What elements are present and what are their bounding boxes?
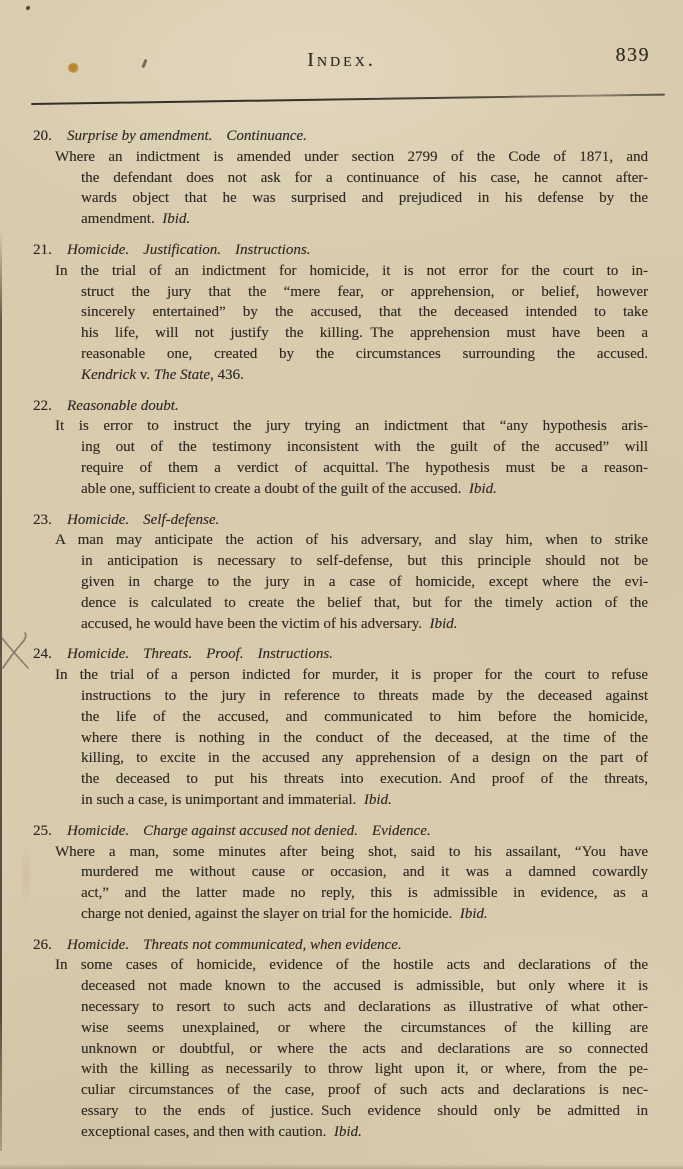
entry-line: charge not denied, against the slayer on trial for the homicide. Ibid. (81, 905, 488, 922)
entry-line: wards object that he was surprised and prejudiced in his defense by the (81, 190, 648, 207)
index-entry (33, 510, 648, 635)
entry-line: require of them a verdict of acquittal. The hypothesis must be a reason- (81, 459, 648, 476)
entry-line: It is error to instruct the jury trying an indictment that “any hypothesis aris- (55, 418, 648, 435)
index-entry (33, 935, 648, 1143)
entry-heading-phrases (67, 937, 402, 953)
entry-heading (33, 821, 648, 842)
entry-number: 21. (33, 241, 52, 258)
entry-line: struct the jury that the “mere fear, or apprehension, or belief, however (81, 283, 648, 300)
page-number: 839 (615, 44, 650, 66)
index-entry (33, 126, 648, 230)
entry-line: A man may anticipate the action of his adversary, and slay him, when to strike (55, 532, 648, 549)
entry-heading (33, 396, 648, 417)
entry-line: reasonable one, created by the circumstances surrounding the accused. (81, 345, 648, 362)
header-rule (31, 94, 665, 105)
entry-heading (33, 644, 648, 665)
left-edge-shadow (0, 230, 2, 1151)
entry-line: accused, he would have been the victim of his adversary. Ibid. (81, 615, 458, 632)
entry-heading-phrase: Self-defense. (143, 511, 220, 528)
entry-heading (33, 935, 648, 956)
entry-line: given in charge to the jury in a case of homicide, except where the evi- (81, 573, 648, 590)
ink-speck (26, 6, 30, 10)
index-entry (33, 240, 648, 386)
entry-heading (33, 240, 648, 261)
entry-heading-phrase: Homicide. (67, 936, 130, 953)
entry-heading-phrase: Continuance. (226, 128, 307, 144)
entry-line: in anticipation is necessary to self-defense, but this principle should not be (81, 553, 648, 570)
entry-heading-phrase: Threats not communicated, when evidence. (143, 936, 402, 953)
index-entry (33, 644, 648, 810)
entry-heading-phrases (67, 646, 333, 662)
entry-line: In the trial of an indictment for homicide, it is not error for the court to in- (55, 262, 648, 279)
entry-line: murdered me without cause or occasion, and it was a damned cowardly (81, 864, 648, 881)
entry-line: essary to the ends of justice. Such evidence should only be admitted in (81, 1103, 648, 1120)
entry-heading-phrase: Threats. (143, 646, 193, 663)
entry-number: 25. (33, 822, 52, 839)
index-entries (33, 126, 648, 1143)
entry-number: 22. (33, 397, 52, 414)
entry-heading-phrase: Proof. (206, 646, 244, 663)
pencil-x-mark (0, 629, 32, 673)
entry-line: necessary to resort to such acts and declarations as illustrative of what other- (81, 999, 648, 1016)
entry-line: unknown or doubtful, or where the acts and declarations are so connected (81, 1040, 648, 1057)
entry-line: act,” and the latter made no reply, this is admissible in evidence, as a (81, 885, 648, 902)
entry-heading-phrase: Reasonable doubt. (67, 397, 179, 414)
entry-number: 26. (33, 936, 52, 953)
entry-heading-phrase: Homicide. (67, 822, 130, 839)
entry-heading-phrases (67, 128, 307, 144)
entry-heading-phrase: Evidence. (371, 822, 431, 839)
entry-line: in such a case, is unimportant and immaterial. Ibid. (81, 791, 392, 808)
entry-line: In the trial of a person indicted for murder, it is proper for the court to refuse (55, 667, 648, 684)
entry-heading-phrase: Instructions. (235, 241, 311, 258)
entry-line: Where an indictment is amended under section 2799 of the Code of 1871, and (55, 148, 648, 165)
entry-line: his life, will not justify the killing. The apprehension must have been a (81, 325, 648, 342)
index-entry (33, 396, 648, 500)
entry-number: 23. (33, 511, 52, 528)
entry-heading-phrases (67, 823, 431, 839)
entry-line: the defendant does not ask for a continuance of his case, he cannot after- (81, 169, 648, 186)
entry-line: the life of the accused, and communicated to him before the homicide, (81, 708, 648, 725)
index-entry (33, 821, 648, 925)
entry-heading-phrase: Homicide. (67, 646, 130, 663)
entry-line: Kendrick v. The State, 436. (81, 366, 244, 383)
foxing-spot (68, 63, 79, 73)
entry-line: killing, to excite in the accused any apprehension of a design on the part of (81, 750, 648, 767)
entry-line: deceased not made known to the accused is admissible, but only where it is (81, 978, 648, 995)
entry-line: where there is nothing in the conduct of the deceased, at the time of the (81, 729, 648, 746)
entry-heading-phrase: Homicide. (67, 511, 130, 528)
entry-line: with the killing as necessarily to throw light upon it, or where, from the pe- (81, 1061, 648, 1078)
entry-line: In some cases of homicide, evidence of the hostile acts and declarations of the (55, 957, 648, 974)
entry-line: amendment. Ibid. (81, 211, 191, 228)
entry-line: wise seems unexplained, or where the circumstances of the killing are (81, 1019, 648, 1036)
entry-heading (33, 510, 648, 531)
entry-line: Where a man, some minutes after being shot, said to his assailant, “You have (55, 843, 648, 860)
margin-smudge (20, 845, 32, 907)
entry-heading-phrases (67, 242, 310, 258)
entry-heading-phrases (67, 512, 219, 528)
entry-line: ing out of the testimony inconsistent with the guilt of the accused” will (81, 439, 648, 456)
entry-line: culiar circumstances of the case, proof of such acts and declarations is nec- (81, 1082, 648, 1099)
page-title: Index. (307, 49, 376, 71)
entry-line: dence is calculated to create the belief that, but for the timely action of the (81, 594, 648, 611)
entry-line: the deceased to put his threats into execution. And proof of the threats, (81, 771, 648, 788)
entry-line: able one, sufficient to create a doubt of the guilt of the accused. Ibid. (81, 480, 497, 497)
entry-number: 20. (33, 128, 52, 144)
entry-heading-phrase: Charge against accused not denied. (143, 822, 358, 839)
entry-heading-phrase: Homicide. (67, 241, 130, 258)
entry-line: instructions to the jury in reference to threats made by the deceased against (81, 687, 648, 704)
bottom-edge-shadow (0, 1164, 683, 1169)
entry-heading-phrase: Surprise by amendment. (67, 128, 213, 144)
entry-heading-phrases (67, 398, 179, 414)
entry-heading-phrase: Instructions. (257, 646, 333, 663)
entry-line: exceptional cases, and then with caution. Ibid. (81, 1123, 362, 1140)
entry-number: 24. (33, 646, 52, 663)
entry-heading (33, 126, 648, 147)
entry-heading-phrase: Justification. (143, 241, 221, 258)
entry-line: sincerely entertained” by the accused, that the deceased intended to take (81, 304, 648, 321)
